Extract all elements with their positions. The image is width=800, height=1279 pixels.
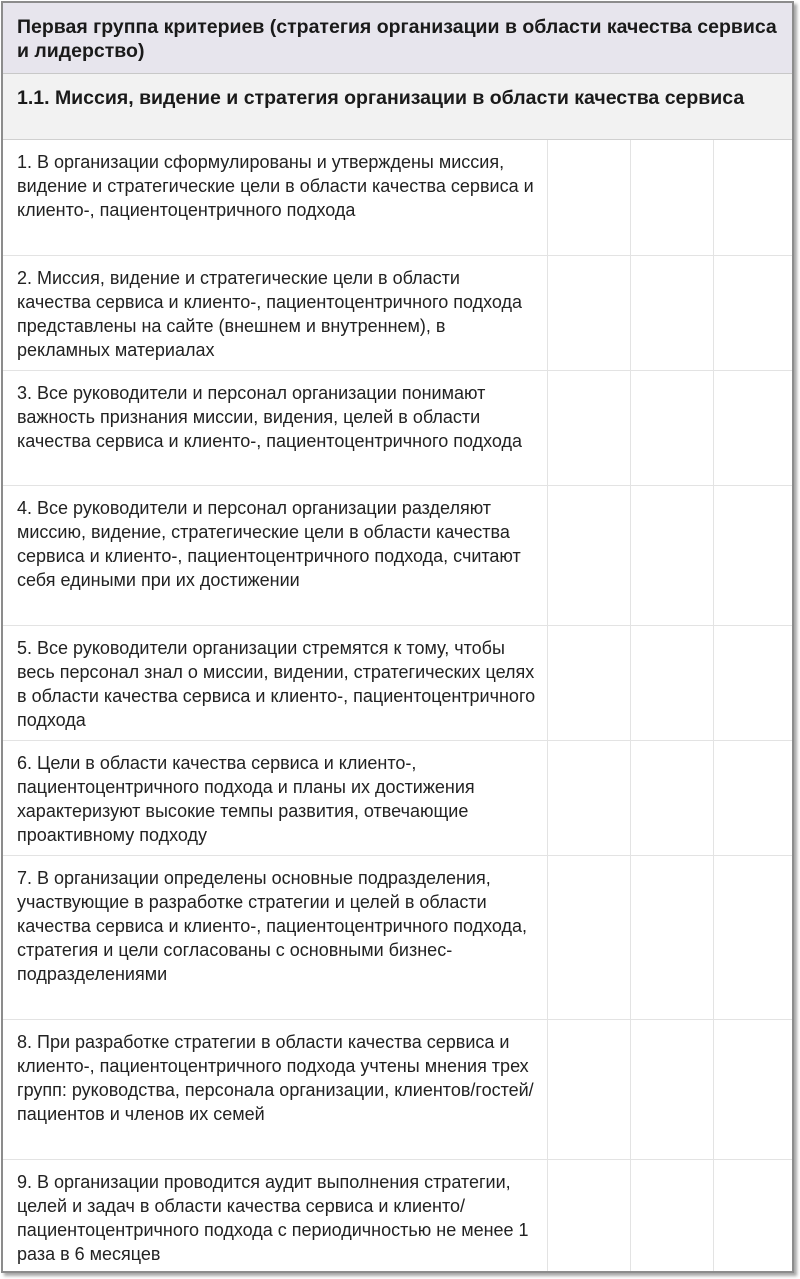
score-cell[interactable]	[630, 625, 713, 740]
score-cell[interactable]	[547, 855, 630, 1019]
criteria-row	[3, 255, 792, 370]
criterion-cell	[3, 255, 547, 370]
score-cell[interactable]	[713, 1159, 792, 1271]
criterion-text: 1. В организации сформулированы и утверждены миссия, видение и стратегические цели в области качества сервиса и клиенто-, пациентоцентричного подхода	[17, 152, 534, 221]
criterion-cell	[3, 1019, 547, 1159]
criteria-row	[3, 140, 792, 255]
criterion-text: 3. Все руководители и персонал организации понимают важность признания миссии, видения, целей в области качества сервиса и клиенто-, пациентоцентричного подхода	[17, 382, 523, 451]
criterion-cell	[3, 740, 547, 855]
section-title: 1.1. Миссия, видение и стратегия организации в области качества сервиса	[3, 74, 792, 140]
score-cell[interactable]	[547, 625, 630, 740]
criterion-text: 5. Все руководители организации стремятся к тому, чтобы весь персонал знал о миссии, видении, стратегических целях в области качества сервиса и клиенто-, пациентоцентричного подхода	[17, 637, 536, 731]
score-cell[interactable]	[713, 855, 792, 1019]
score-cell[interactable]	[547, 485, 630, 625]
group-title: Первая группа критериев (стратегия организации в области качества сервиса и лидерство)	[3, 3, 792, 74]
score-cell[interactable]	[713, 740, 792, 855]
criterion-text: 4. Все руководители и персонал организации разделяют миссию, видение, стратегические цели в области качества сервиса и клиенто-, пациентоцентричного подхода, считают себя едиными при их достижении	[17, 497, 521, 591]
score-cell[interactable]	[547, 1159, 630, 1271]
score-cell[interactable]	[630, 255, 713, 370]
score-cell[interactable]	[630, 140, 713, 255]
criterion-cell	[3, 485, 547, 625]
criteria-row	[3, 625, 792, 740]
score-cell[interactable]	[713, 485, 792, 625]
score-cell[interactable]	[547, 740, 630, 855]
criteria-row	[3, 1019, 792, 1159]
score-cell[interactable]	[630, 1019, 713, 1159]
score-cell[interactable]	[630, 855, 713, 1019]
criterion-cell	[3, 140, 547, 255]
score-cell[interactable]	[630, 1159, 713, 1271]
score-cell[interactable]	[630, 485, 713, 625]
criterion-text: 2. Миссия, видение и стратегические цели в области качества сервиса и клиенто-, пациентоцентричного подхода представлены на сайте (внешнем и внутреннем), в рекламных материалах	[17, 267, 523, 361]
score-cell[interactable]	[547, 255, 630, 370]
score-cell[interactable]	[713, 140, 792, 255]
score-cell[interactable]	[713, 625, 792, 740]
score-cell[interactable]	[713, 1019, 792, 1159]
criteria-table	[3, 140, 792, 1272]
criterion-cell	[3, 855, 547, 1019]
score-cell[interactable]	[713, 370, 792, 485]
score-cell[interactable]	[713, 255, 792, 370]
criteria-row	[3, 1159, 792, 1271]
score-cell[interactable]	[547, 140, 630, 255]
criteria-row	[3, 855, 792, 1019]
criterion-text: 8. При разработке стратегии в области качества сервиса и клиенто-, пациентоцентричного подхода учтены мнения трех групп: руководства, персонала организации, клиентов/гостей/пациентов и членов их семей	[17, 1031, 534, 1125]
criterion-cell	[3, 625, 547, 740]
criterion-text: 7. В организации определены основные подразделения, участвующие в разработке стратегии и целей в области качества сервиса и клиенто-, пациентоцентричного подхода, стратегия и цели согласованы с основными бизнес-подразделениями	[17, 867, 528, 985]
criterion-cell	[3, 370, 547, 485]
criterion-text: 9. В организации проводится аудит выполнения стратегии, целей и задач в области качества сервиса и клиенто/пациентоцентричного подхода с периодичностью не менее 1 раза в 6 месяцев	[17, 1171, 529, 1265]
criteria-row	[3, 740, 792, 855]
criteria-row	[3, 485, 792, 625]
criteria-row	[3, 370, 792, 485]
score-cell[interactable]	[630, 370, 713, 485]
score-cell[interactable]	[630, 740, 713, 855]
score-cell[interactable]	[547, 370, 630, 485]
score-cell[interactable]	[547, 1019, 630, 1159]
criterion-cell	[3, 1159, 547, 1271]
criteria-document	[1, 1, 794, 1273]
criterion-text: 6. Цели в области качества сервиса и клиенто-, пациентоцентричного подхода и планы их достижения характеризуют высокие темпы развития, отвечающие проактивному подходу	[17, 752, 475, 846]
